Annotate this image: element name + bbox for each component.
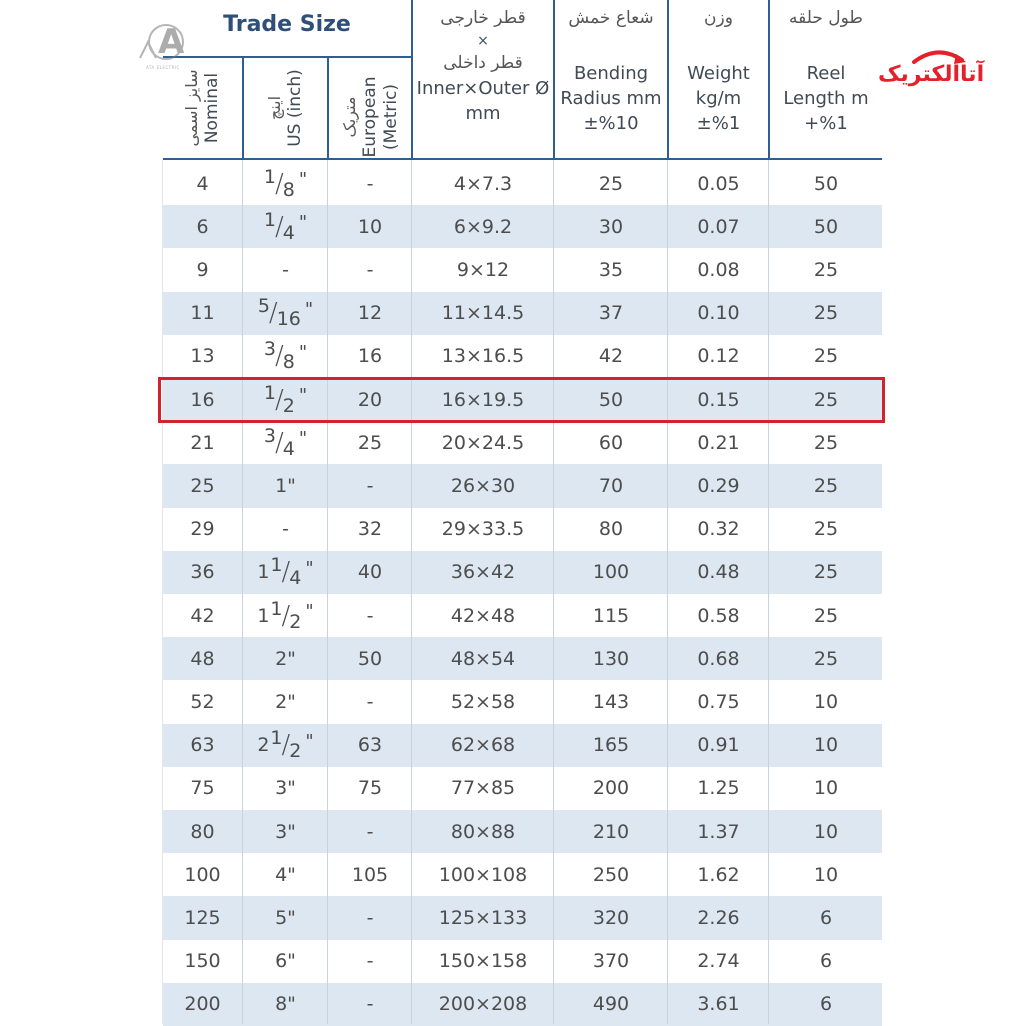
cell-us: 8" (275, 993, 296, 1016)
cell-nominal: 36 (190, 561, 215, 584)
cell-reel: 25 (813, 474, 839, 497)
watermark-logo (136, 14, 192, 74)
cell-reel: 25 (813, 561, 839, 584)
cell-reel: 25 (813, 388, 839, 411)
cell-reel: 25 (813, 604, 839, 627)
cell-us: 1 / 8 " (263, 165, 308, 201)
cell-bend: 100 (592, 561, 630, 584)
cell-bend: 490 (592, 993, 630, 1016)
cell-bend: 320 (592, 906, 630, 929)
cell-weight: 0.10 (697, 302, 740, 325)
cell-us: 3 / 8 " (263, 338, 308, 374)
cell-nominal: 16 (190, 388, 215, 411)
cell-us: 2 1 / 2 " (257, 727, 314, 763)
cell-nominal: 21 (190, 431, 215, 454)
cell-nominal: 25 (190, 474, 215, 497)
cell-diam: 200×208 (438, 993, 528, 1016)
cell-eu: - (366, 993, 374, 1016)
cell-bend: 60 (598, 431, 624, 454)
cell-weight: 0.48 (697, 561, 740, 584)
cell-eu: - (366, 950, 374, 973)
cell-bend: 70 (598, 474, 624, 497)
cell-weight: 0.07 (697, 215, 740, 238)
trade-size-underline (163, 56, 411, 58)
cell-nominal: 100 (184, 863, 221, 886)
logo-text: آتاالکتریک (878, 62, 985, 87)
cell-nominal: 29 (190, 518, 215, 541)
cell-bend: 143 (592, 690, 630, 713)
col-divider-1 (242, 57, 244, 160)
cell-weight: 3.61 (697, 993, 740, 1016)
cell-nominal: 80 (190, 820, 215, 843)
trade-size-heading: Trade Size (223, 12, 351, 37)
cell-nominal: 75 (190, 777, 215, 800)
cell-weight: 2.74 (697, 950, 740, 973)
col-divider-5 (667, 0, 669, 160)
cell-weight: 1.25 (697, 777, 740, 800)
cell-us: 6" (275, 950, 296, 973)
body-col-divider-6 (768, 160, 769, 1024)
cell-us: 4" (275, 863, 296, 886)
cell-nominal: 48 (190, 647, 215, 670)
cell-weight: 1.62 (697, 863, 740, 886)
body-col-divider-3 (411, 160, 412, 1024)
cell-us: 3 / 4 " (263, 424, 308, 460)
cell-weight: 0.58 (697, 604, 740, 627)
cell-diam: 42×48 (450, 604, 516, 627)
cell-reel: 10 (813, 690, 839, 713)
cell-reel: 50 (813, 215, 839, 238)
brand-logo (876, 40, 985, 108)
body-left-border (162, 160, 163, 1024)
cell-eu: 10 (357, 215, 383, 238)
cell-diam: 26×30 (450, 474, 516, 497)
watermark-letter: A (158, 22, 185, 62)
cell-nominal: 125 (184, 906, 221, 929)
bending-header: شعاع خمش Bending Radius mm ±%10 (560, 8, 662, 134)
cell-weight: 0.08 (697, 258, 740, 281)
cell-eu: 63 (357, 734, 383, 757)
cell-eu: 50 (357, 647, 383, 670)
cell-nominal: 150 (184, 950, 221, 973)
cell-nominal: 13 (190, 345, 215, 368)
cell-diam: 29×33.5 (441, 518, 525, 541)
cell-nominal: 52 (190, 690, 215, 713)
cell-us: - (282, 518, 289, 541)
cell-weight: 0.32 (697, 518, 740, 541)
cell-eu: 40 (357, 561, 383, 584)
highlight-box (158, 377, 885, 423)
cell-reel: 25 (813, 258, 839, 281)
col-divider-2 (327, 57, 329, 160)
cell-nominal: 42 (190, 604, 215, 627)
cell-bend: 80 (598, 518, 624, 541)
cell-reel: 50 (813, 172, 839, 195)
us-inch-header: اینچ US (inch) (265, 69, 305, 147)
cell-eu: - (366, 474, 374, 497)
cell-eu: 32 (357, 518, 383, 541)
cell-us: 1" (275, 474, 296, 497)
cell-diam: 62×68 (450, 734, 516, 757)
cell-diam: 9×12 (456, 258, 510, 281)
cell-weight: 0.91 (697, 734, 740, 757)
cell-nominal: 11 (190, 302, 215, 325)
cell-reel: 10 (813, 863, 839, 886)
cell-eu: 20 (357, 388, 383, 411)
cell-diam: 125×133 (438, 906, 528, 929)
cell-eu: - (366, 604, 374, 627)
cell-us: 3" (275, 820, 296, 843)
body-col-divider-5 (667, 160, 668, 1024)
cell-eu: - (366, 690, 374, 713)
cell-eu: - (366, 820, 374, 843)
cell-reel: 25 (813, 431, 839, 454)
cell-diam: 77×85 (450, 777, 516, 800)
cell-bend: 30 (598, 215, 624, 238)
cell-weight: 0.05 (697, 172, 740, 195)
cell-weight: 0.29 (697, 474, 740, 497)
cell-reel: 6 (819, 906, 833, 929)
cell-reel: 25 (813, 647, 839, 670)
cell-weight: 2.26 (697, 906, 740, 929)
cell-nominal: 6 (196, 215, 209, 238)
cell-eu: - (366, 906, 374, 929)
col-divider-3 (411, 0, 413, 160)
cell-diam: 16×19.5 (441, 388, 525, 411)
cell-diam: 13×16.5 (441, 345, 525, 368)
cell-bend: 37 (598, 302, 624, 325)
cell-reel: 6 (819, 993, 833, 1016)
body-col-divider-1 (242, 160, 243, 1024)
col-divider-4 (553, 0, 555, 160)
cell-eu: - (366, 172, 374, 195)
cell-us: 3" (275, 777, 296, 800)
cell-bend: 50 (598, 388, 624, 411)
diameter-header: قطر خارجی × قطر داخلی Inner×Outer Ø mm (416, 8, 550, 124)
cell-reel: 25 (813, 518, 839, 541)
weight-header: وزن Weight kg/m ±%1 (687, 8, 750, 134)
cell-reel: 10 (813, 777, 839, 800)
cell-weight: 0.15 (697, 388, 740, 411)
cell-reel: 25 (813, 302, 839, 325)
cell-diam: 20×24.5 (441, 431, 525, 454)
cell-bend: 130 (592, 647, 630, 670)
cell-us: - (282, 258, 289, 281)
cell-us: 2" (275, 690, 296, 713)
cell-us: 5 / 16 " (257, 295, 314, 331)
cell-weight: 0.68 (697, 647, 740, 670)
cell-diam: 11×14.5 (441, 302, 525, 325)
cell-diam: 150×158 (438, 950, 528, 973)
cell-weight: 0.75 (697, 690, 740, 713)
cell-diam: 6×9.2 (453, 215, 513, 238)
cell-bend: 115 (592, 604, 630, 627)
cell-bend: 250 (592, 863, 630, 886)
reel-header: طول حلقه Reel Length m +%1 (783, 8, 869, 134)
cell-us: 1 / 2 " (263, 381, 308, 417)
cell-eu: - (366, 258, 374, 281)
cell-eu: 12 (357, 302, 383, 325)
cell-us: 1 1 / 2 " (257, 597, 314, 633)
cell-bend: 210 (592, 820, 630, 843)
cell-diam: 52×58 (450, 690, 516, 713)
cell-diam: 36×42 (450, 561, 516, 584)
body-col-divider-4 (553, 160, 554, 1024)
col-divider-6 (768, 0, 770, 160)
cell-nominal: 4 (196, 172, 209, 195)
cell-bend: 35 (598, 258, 624, 281)
cell-diam: 100×108 (438, 863, 528, 886)
watermark-small-text: ATA ELECTRIC (146, 65, 180, 70)
cell-us: 5" (275, 906, 296, 929)
cell-nominal: 200 (184, 993, 221, 1016)
cell-bend: 25 (598, 172, 624, 195)
cell-diam: 80×88 (450, 820, 516, 843)
cell-eu: 75 (357, 777, 383, 800)
cell-nominal: 9 (196, 258, 209, 281)
cell-eu: 25 (357, 431, 383, 454)
cell-diam: 4×7.3 (453, 172, 513, 195)
cell-us: 2" (275, 647, 296, 670)
cell-bend: 165 (592, 734, 630, 757)
body-col-divider-2 (327, 160, 328, 1024)
cell-diam: 48×54 (450, 647, 516, 670)
header-underline (163, 158, 882, 160)
cell-nominal: 63 (190, 734, 215, 757)
cell-eu: 16 (357, 345, 383, 368)
cell-reel: 10 (813, 820, 839, 843)
cell-us: 1 1 / 4 " (257, 554, 314, 590)
cell-us: 1 / 4 " (263, 208, 308, 244)
cell-bend: 42 (598, 345, 624, 368)
cell-reel: 10 (813, 734, 839, 757)
cell-weight: 0.12 (697, 345, 740, 368)
cell-bend: 200 (592, 777, 630, 800)
cell-bend: 370 (592, 950, 630, 973)
european-header: متریک European (Metric) (339, 76, 401, 158)
cell-weight: 1.37 (697, 820, 740, 843)
cell-reel: 6 (819, 950, 833, 973)
nominal-header: سایز اسمی Nominal (182, 69, 222, 147)
cell-eu: 105 (351, 863, 389, 886)
cell-weight: 0.21 (697, 431, 740, 454)
cell-reel: 25 (813, 345, 839, 368)
